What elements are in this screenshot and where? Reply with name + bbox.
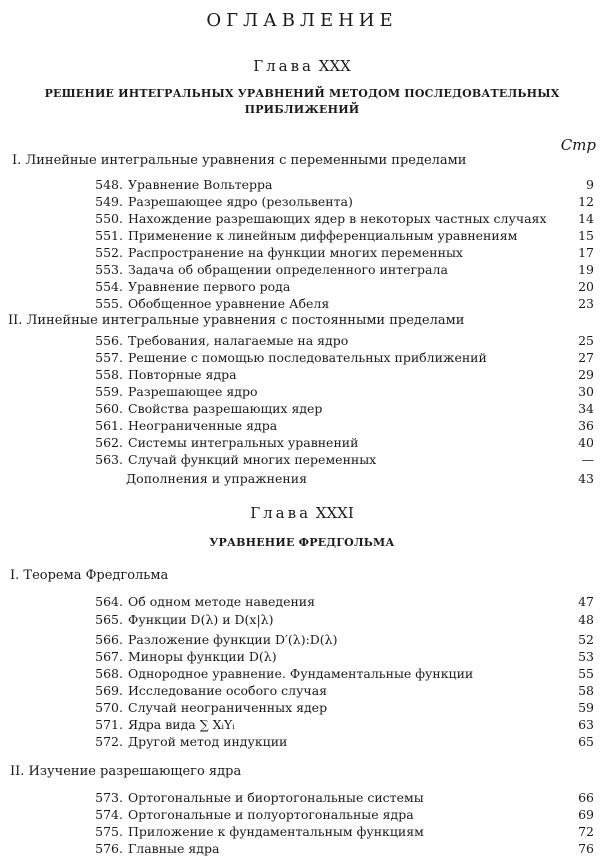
toc-entry[interactable] (0, 631, 604, 648)
entry-number: 558. (95, 367, 123, 382)
entry-number: 575. (95, 824, 123, 839)
entry-page: 25 (578, 333, 594, 348)
toc-entry[interactable] (0, 400, 604, 417)
entry-title: Другой метод индукции (128, 734, 288, 749)
toc-entry[interactable] (0, 176, 604, 193)
chapter-subtitle-line1: УРАВНЕНИЕ ФРЕДГОЛЬМА (209, 536, 395, 549)
entry-title: Применение к линейным дифференциальным уравнениям (128, 228, 518, 243)
entry-page: 29 (578, 367, 594, 382)
entry-number: 568. (95, 666, 123, 681)
entry-number: 554. (95, 279, 123, 294)
entry-title: Дополнения и упражнения (126, 471, 307, 486)
entry-page: 12 (578, 194, 594, 209)
entry-number: 548. (95, 177, 123, 192)
entry-title: Уравнение первого рода (128, 279, 291, 294)
entry-number: 572. (95, 734, 123, 749)
entry-number: 576. (95, 841, 123, 856)
entry-title: Об одном методе наведения (128, 594, 316, 609)
toc-entry[interactable] (0, 823, 604, 840)
section-title: II. Изучение разрешающего ядра (10, 764, 242, 779)
entry-page: 19 (578, 262, 594, 277)
toc-entry[interactable] (0, 789, 604, 806)
section-title: I. Теорема Фредгольма (10, 568, 169, 583)
entry-page: 53 (578, 649, 594, 664)
toc-entry[interactable] (0, 434, 604, 451)
entry-title: Уравнение Вольтерра (128, 177, 273, 192)
entry-page: 23 (578, 296, 594, 311)
chapter-word: Глава (250, 504, 312, 522)
toc-entry[interactable] (0, 349, 604, 366)
entry-page: 72 (578, 824, 594, 839)
entry-page: 65 (578, 734, 594, 749)
entry-number: 566. (95, 632, 123, 647)
entry-title: Ортогональные и полуортогональные ядра (128, 807, 414, 822)
toc-entry[interactable] (0, 682, 604, 699)
chapter-heading (0, 57, 604, 75)
entry-page: — (581, 452, 594, 467)
toc-entry[interactable] (0, 417, 604, 434)
toc-entry[interactable] (0, 366, 604, 383)
entry-number: 553. (95, 262, 123, 277)
entry-number: 549. (95, 194, 123, 209)
page-title: ОГЛАВЛЕНИЕ (206, 10, 398, 31)
toc-entry[interactable] (0, 733, 604, 750)
toc-entry[interactable] (0, 332, 604, 349)
toc-entry[interactable] (0, 716, 604, 733)
entry-title: Нахождение разрешающих ядер в некоторых частных случаях (128, 211, 547, 226)
entry-number: 560. (95, 401, 123, 416)
entry-page: 43 (578, 471, 594, 486)
chapter-number: XXXI (315, 504, 354, 522)
entry-number: 567. (95, 649, 123, 664)
entry-title: Системы интегральных уравнений (128, 435, 359, 450)
entry-title: Задача об обращении определенного интеграла (128, 262, 448, 277)
entry-title: Главные ядра (128, 841, 220, 856)
entry-page: 9 (586, 177, 594, 192)
entry-page: 15 (578, 228, 594, 243)
entry-page: 20 (578, 279, 594, 294)
toc-entry-supplement[interactable] (0, 470, 604, 487)
entry-number: 573. (95, 790, 123, 805)
entry-number: 563. (95, 452, 123, 467)
toc-entry[interactable] (0, 278, 604, 295)
section-title: I. Линейные интегральные уравнения с переменными пределами (12, 153, 467, 168)
entry-title: Распространение на функции многих переменных (128, 245, 463, 260)
entry-title: Свойства разрешающих ядер (128, 401, 323, 416)
entry-title: Разрешающее ядро (128, 384, 258, 399)
entry-title: Приложение к фундаментальным функциям (128, 824, 424, 839)
toc-entry[interactable] (0, 210, 604, 227)
chapter-subtitle-line1: РЕШЕНИЕ ИНТЕГРАЛЬНЫХ УРАВНЕНИЙ МЕТОДОМ ПОСЛЕДОВАТЕЛЬНЫХ (44, 87, 560, 100)
entry-number: 557. (95, 350, 123, 365)
entry-number: 551. (95, 228, 123, 243)
entry-page: 55 (578, 666, 594, 681)
chapter-heading (0, 504, 604, 522)
entry-page: 59 (578, 700, 594, 715)
entry-title: Миноры функции D(λ) (128, 649, 277, 664)
toc-entry[interactable] (0, 261, 604, 278)
entry-page: 30 (578, 384, 594, 399)
entry-page: 63 (578, 717, 594, 732)
toc-entry[interactable] (0, 840, 604, 857)
toc-entry[interactable] (0, 451, 604, 468)
chapter-word: Глава (253, 57, 314, 75)
entry-page: 48 (578, 612, 594, 627)
entry-number: 561. (95, 418, 123, 433)
entry-number: 562. (95, 435, 123, 450)
entry-page: 47 (578, 594, 594, 609)
entry-page: 66 (578, 790, 594, 805)
entry-title: Требования, налагаемые на ядро (128, 333, 349, 348)
toc-entry[interactable] (0, 593, 604, 610)
toc-entry[interactable] (0, 665, 604, 682)
entry-number: 552. (95, 245, 123, 260)
entry-number: 570. (95, 700, 123, 715)
entry-title: Ядра вида ∑ XᵢYᵢ (128, 717, 235, 732)
entry-page: 34 (578, 401, 594, 416)
section-title: II. Линейные интегральные уравнения с постоянными пределами (8, 313, 465, 328)
entry-number: 564. (95, 594, 123, 609)
entry-page: 58 (578, 683, 594, 698)
entry-title: Разрешающее ядро (резольвента) (128, 194, 353, 209)
toc-entry[interactable] (0, 806, 604, 823)
entry-title: Обобщенное уравнение Абеля (128, 296, 330, 311)
entry-title: Исследование особого случая (128, 683, 328, 698)
entry-page: 40 (578, 435, 594, 450)
toc-entry[interactable] (0, 611, 604, 628)
entry-page: 52 (578, 632, 594, 647)
toc-entry[interactable] (0, 295, 604, 312)
entry-number: 555. (95, 296, 123, 311)
toc-entry[interactable] (0, 244, 604, 261)
entry-title: Неограниченные ядра (128, 418, 278, 433)
entry-title: Однородное уравнение. Фундаментальные функции (128, 666, 474, 681)
chapter-subtitle-line2: ПРИБЛИЖЕНИЙ (244, 103, 360, 116)
entry-number: 574. (95, 807, 123, 822)
entry-number: 571. (95, 717, 123, 732)
entry-number: 569. (95, 683, 123, 698)
entry-title: Повторные ядра (128, 367, 237, 382)
entry-page: 69 (578, 807, 594, 822)
entry-number: 565. (95, 612, 123, 627)
entry-page: 14 (578, 211, 594, 226)
entry-number: 550. (95, 211, 123, 226)
entry-page: 27 (578, 350, 594, 365)
entry-number: 559. (95, 384, 123, 399)
entry-title: Решение с помощью последовательных приближений (128, 350, 487, 365)
toc-entry[interactable] (0, 227, 604, 244)
entry-title: Разложение функции D′(λ):D(λ) (128, 632, 338, 647)
entry-page: 36 (578, 418, 594, 433)
toc-entry[interactable] (0, 383, 604, 400)
toc-entry[interactable] (0, 699, 604, 716)
page-column-label: Стр (560, 136, 596, 154)
entry-title: Случай неограниченных ядер (128, 700, 328, 715)
chapter-number: XXX (318, 57, 351, 75)
entry-page: 76 (578, 841, 594, 856)
entry-number: 556. (95, 333, 123, 348)
entry-title: Случай функций многих переменных (128, 452, 377, 467)
entry-page: 17 (578, 245, 594, 260)
entry-title: Ортогональные и биортогональные системы (128, 790, 424, 805)
toc-entry[interactable] (0, 648, 604, 665)
entry-title: Функции D(λ) и D(x|λ) (128, 612, 274, 627)
toc-entry[interactable] (0, 193, 604, 210)
